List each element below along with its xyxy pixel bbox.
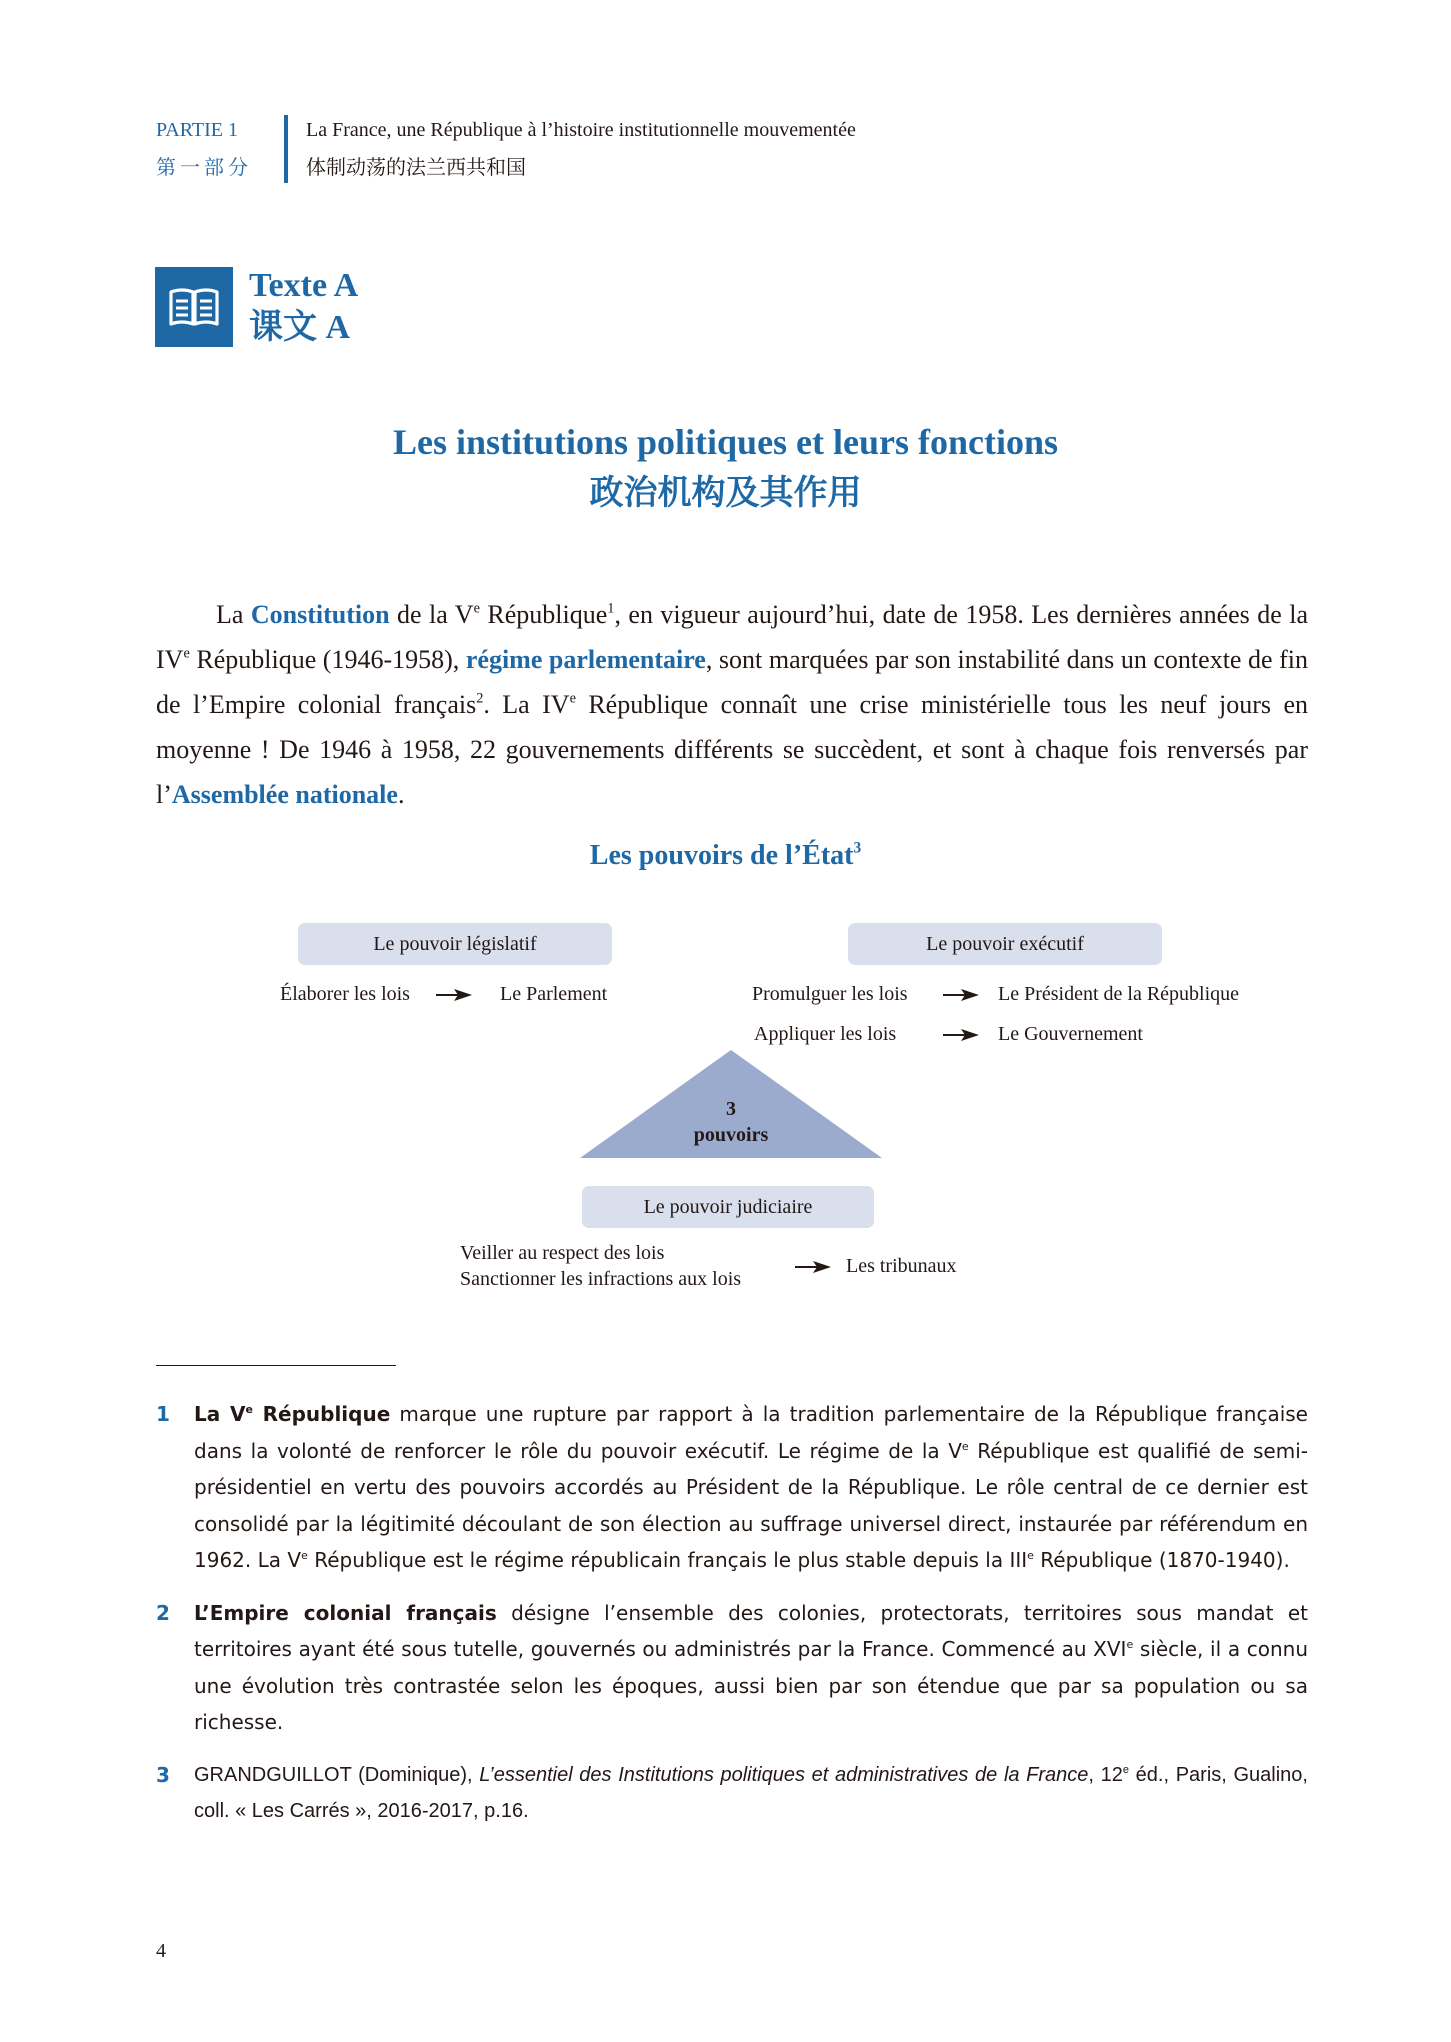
arrow-icon (436, 989, 472, 1001)
section-label-fr: Texte A (249, 267, 359, 304)
ordinal-sup: e (569, 690, 576, 707)
triangle-word: pouvoirs (693, 1124, 769, 1146)
footnote-number: 3 (156, 1762, 170, 1787)
judiciaire-action: Veiller au respect des lois (460, 1242, 665, 1264)
judiciaire-actor: Les tribunaux (846, 1255, 957, 1277)
executif-action: Promulguer les lois (752, 983, 908, 1005)
section-label (249, 265, 358, 349)
part-label (156, 115, 276, 183)
text-run: La V (194, 1402, 246, 1426)
text-run: République est le régime républicain français le plus stable depuis la III (307, 1548, 1028, 1572)
keyword-assemblee-nationale: Assemblée nationale (171, 780, 398, 809)
footnote-2 (156, 1595, 1308, 1741)
header-divider (284, 115, 288, 183)
text-run: désigne l’ensemble des colonies, protectorats, territoires sous mandat et territoires ayant été sous tutelle, gouvernés ou administrés par la France. Commencé au XVI (194, 1600, 1308, 1661)
text-run: République (479, 600, 608, 629)
part-label-cn: 第一部分 (156, 157, 252, 179)
text-run: GRANDGUILLOT (Dominique), (194, 1763, 480, 1786)
footnote-text (194, 1396, 1308, 1579)
footnote-ref-2[interactable]: 2 (476, 690, 484, 707)
text-run: marque une rupture par rapport à la tradition parlementaire de la République française dans la volonté de renforcer le rôle du pouvoir exécutif. Le régime de la V (194, 1402, 1308, 1463)
footnote-3 (156, 1757, 1308, 1830)
triangle-label (580, 1096, 882, 1148)
running-header (156, 115, 856, 183)
text-run: La (216, 600, 251, 629)
footnote-number: 2 (156, 1600, 170, 1625)
footnote-number: 1 (156, 1402, 170, 1426)
part-label-fr: PARTIE 1 (156, 119, 238, 141)
footnote-ref-3[interactable]: 3 (853, 839, 862, 857)
arrow-icon (795, 1261, 831, 1273)
ordinal-sup: e (1122, 1763, 1130, 1776)
text-run: . La IV (483, 690, 570, 719)
judiciaire-action: Sanctionner les infractions aux lois (460, 1268, 742, 1290)
text-run: de la V (389, 600, 474, 629)
text-run: République est qualifié de semi-présidentiel en vertu des pouvoirs accordés au Président de la République. Le rôle central de ce dernier est consolidé par la légitimité découlant de son élection au suffrage universel direct, instaurée par référendum en 1962. La V (194, 1438, 1308, 1572)
footnote-divider (156, 1365, 396, 1366)
text-run: , en vigueur aujourd’hui, date de 1958. Les dernières années de la IV (156, 600, 1308, 674)
pill-executif: Le pouvoir exécutif (848, 923, 1162, 965)
page-number: 4 (156, 1940, 166, 1962)
ordinal-sup: e (1027, 1548, 1034, 1562)
pill-legislatif: Le pouvoir législatif (298, 923, 612, 965)
text-run: éd., Paris, Gualino, coll. « Les Carrés », 2016-2017, p.16. (194, 1763, 1308, 1822)
text-run: République (1946-1958), (189, 645, 466, 674)
text-run: , sont marquées par son instabilité dans un contexte de fin de l’Empire colonial français (156, 645, 1309, 719)
part-title-fr: La France, une République à l’histoire institutionnelle mouvementée (306, 119, 856, 141)
ordinal-sup: e (1126, 1637, 1134, 1651)
section-badge (155, 265, 358, 349)
executif-action: Appliquer les lois (754, 1023, 897, 1045)
pill-judiciaire: Le pouvoir judiciaire (582, 1186, 874, 1228)
page-title (0, 418, 1451, 520)
ordinal-sup: e (245, 1402, 253, 1416)
diagram-title-text: Les pouvoirs de l’État (589, 840, 854, 871)
footnote-text (194, 1595, 1308, 1741)
legislatif-action: Élaborer les lois (280, 983, 410, 1005)
footnotes (156, 1396, 1308, 1846)
text-run: . (397, 780, 405, 809)
text-run: République (252, 1402, 391, 1426)
footnote-1 (156, 1396, 1308, 1579)
arrow-icon (943, 1029, 979, 1041)
text-run: République connaît une crise ministérielle tous les neuf jours en moyenne ! De 1946 à 1958, 22 gouvernements différents se succèdent, et sont à chaque fois renversés par l’ (156, 690, 1308, 809)
text-run: siècle, il a connu une évolution très contrastée selon les époques, aussi bien par son étendue que par sa population ou sa richesse. (194, 1637, 1308, 1734)
body-paragraph (156, 592, 1308, 817)
executif-actor: Le Gouvernement (998, 1023, 1143, 1045)
text-run: , 12 (1088, 1763, 1123, 1786)
ordinal-sup: e (961, 1439, 969, 1453)
footnote-term: L’Empire colonial français (194, 1600, 497, 1625)
executif-actor: Le Président de la République (998, 983, 1240, 1005)
open-book-icon (155, 267, 233, 347)
footnote-text (194, 1757, 1308, 1830)
page-title-cn: 政治机构及其作用 (589, 475, 862, 512)
ordinal-sup: e (301, 1548, 308, 1562)
diagram-title (0, 838, 1451, 874)
legislatif-actor: Le Parlement (500, 983, 608, 1005)
text-run: République (1870-1940). (1033, 1548, 1290, 1572)
page-title-fr: Les institutions politiques et leurs fonctions (392, 422, 1059, 462)
keyword-constitution: Constitution (250, 600, 390, 629)
book-title: L’essentiel des Institutions politiques et administratives de la France (479, 1763, 1089, 1786)
part-title (306, 115, 856, 183)
ordinal-sup: e (473, 600, 480, 617)
arrow-icon (943, 989, 979, 1001)
footnote-ref-1[interactable]: 1 (607, 600, 615, 617)
keyword-regime-parlementaire: régime parlementaire (465, 645, 706, 674)
footnote-term (194, 1402, 390, 1426)
part-title-cn: 体制动荡的法兰西共和国 (306, 157, 526, 179)
triangle-number: 3 (726, 1098, 736, 1120)
ordinal-sup: e (183, 645, 190, 662)
section-label-cn: 课文 A (249, 309, 351, 346)
